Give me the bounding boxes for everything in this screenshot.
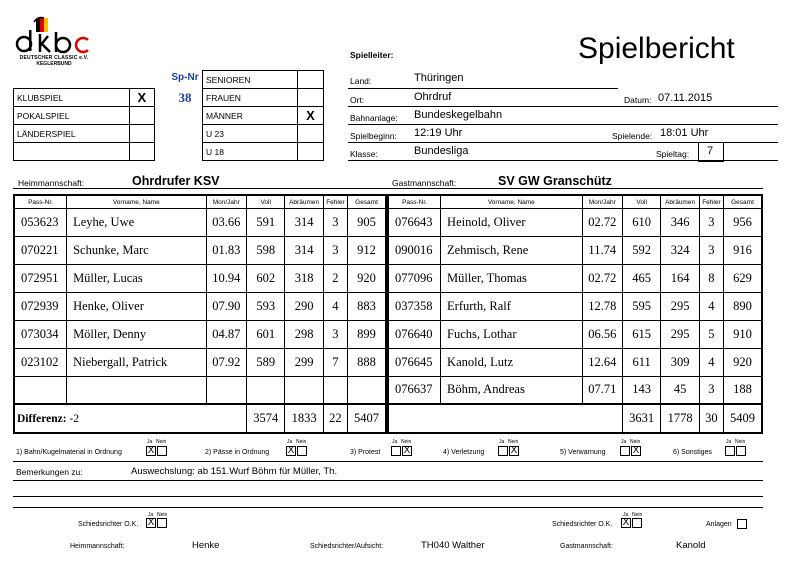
player-name: Möller, Denny	[67, 320, 207, 348]
player-abraeumen: 309	[661, 348, 699, 376]
player-gesamt: 956	[724, 209, 762, 237]
player-pass: 070221	[14, 237, 67, 265]
class-label: MÄNNER	[203, 107, 298, 125]
player-voll: 595	[622, 293, 660, 321]
check-ja-label: Ja	[392, 439, 398, 445]
class-label: FRAUEN	[203, 89, 298, 107]
bemerkungen-text: Auswechslung: ab 151.Wurf Böhm für Müller, Th.	[131, 466, 338, 477]
player-row	[388, 293, 762, 321]
land-label: Land:	[350, 76, 372, 86]
check-nein-box[interactable]	[297, 446, 307, 456]
player-name: Schunke, Marc	[67, 237, 207, 265]
player-pass: 076645	[388, 348, 441, 376]
spnr-value: 38	[178, 90, 192, 105]
player-voll: 593	[246, 293, 284, 321]
player-voll: 589	[246, 348, 284, 376]
sr-left-nein: Nein	[157, 512, 168, 518]
player-monjahr: 11.74	[582, 237, 622, 265]
logo-line2: KEGLERBUND	[36, 61, 72, 67]
player-pass: 076640	[388, 320, 441, 348]
player-row	[14, 376, 386, 404]
player-abraeumen: 298	[285, 320, 323, 348]
player-pass: 023102	[14, 348, 67, 376]
player-voll: 465	[622, 265, 660, 293]
col-name: Vorname, Name	[67, 195, 207, 209]
check-ja-box[interactable]	[286, 446, 296, 456]
logo-graphic	[14, 16, 94, 56]
col-pass: Pass-Nr.	[388, 195, 441, 209]
type-mark[interactable]	[129, 107, 154, 125]
player-abraeumen: 318	[285, 265, 323, 293]
home-total-voll: 3574	[246, 404, 284, 433]
guest-players-table	[387, 194, 763, 434]
col-voll: Voll	[622, 195, 660, 209]
player-monjahr	[206, 376, 246, 404]
check-mark: X	[510, 445, 518, 456]
beginn-label: Spielbeginn:	[350, 131, 397, 141]
check-ja-label: Ja	[287, 439, 293, 445]
logo-line1: DEUTSCHER CLASSIC e.V.	[19, 55, 89, 61]
player-fehler: 3	[699, 209, 723, 237]
sig-sr-value: TH040 Walther	[421, 540, 485, 551]
player-voll: 591	[246, 209, 284, 237]
guest-total-abr: 1778	[661, 404, 699, 433]
class-label: U 18	[203, 143, 298, 161]
player-name	[67, 376, 207, 404]
check-nein-label: Nein	[401, 439, 412, 445]
type-label: LÄNDERSPIEL	[14, 125, 130, 143]
match-type-table	[13, 88, 155, 161]
col-pass: Pass-Nr.	[14, 195, 67, 209]
col-name: Vorname, Name	[441, 195, 583, 209]
player-row	[388, 376, 762, 404]
check-nein-box[interactable]	[631, 446, 641, 456]
ort-label: Ort:	[350, 95, 365, 105]
player-row	[388, 237, 762, 265]
datum-label: Datum:	[624, 95, 652, 105]
player-fehler: 3	[699, 376, 723, 404]
spielleiter-label: Spielleiter:	[350, 50, 394, 60]
land-value: Thüringen	[414, 72, 464, 84]
class-table	[202, 70, 324, 161]
spnr-label: Sp-Nr	[171, 72, 199, 83]
player-row	[14, 320, 386, 348]
player-abraeumen: 45	[661, 376, 699, 404]
player-fehler: 3	[323, 237, 347, 265]
player-pass: 073034	[14, 320, 67, 348]
player-gesamt: 883	[348, 293, 386, 321]
beginn-value: 12:19 Uhr	[414, 127, 463, 139]
check-ja-label: Ja	[726, 439, 732, 445]
player-fehler: 4	[699, 348, 723, 376]
player-row	[14, 265, 386, 293]
check-ja-label: Ja	[621, 439, 627, 445]
sig-gast-value: Kanold	[676, 540, 706, 551]
class-mark[interactable]	[297, 89, 323, 107]
spieltag-value: 7	[707, 145, 714, 157]
player-abraeumen: 295	[661, 293, 699, 321]
col-gesamt: Gesamt	[724, 195, 762, 209]
player-monjahr: 04.87	[206, 320, 246, 348]
player-gesamt: 890	[724, 293, 762, 321]
col-fehler: Fehler	[323, 195, 347, 209]
player-pass: 072951	[14, 265, 67, 293]
diff-value: -2	[69, 412, 80, 425]
player-row	[388, 265, 762, 293]
type-mark[interactable]	[129, 143, 154, 161]
player-monjahr: 07.92	[206, 348, 246, 376]
player-abraeumen: 290	[285, 293, 323, 321]
sr-right-nein-box[interactable]	[632, 518, 642, 528]
player-abraeumen: 295	[661, 320, 699, 348]
check-ja-box[interactable]	[146, 446, 156, 456]
col-abr: Abräumen	[661, 195, 699, 209]
col-mj: Mon/Jahr	[206, 195, 246, 209]
player-row	[388, 348, 762, 376]
player-fehler: 7	[323, 348, 347, 376]
player-pass	[14, 376, 67, 404]
sr-right-ja-box[interactable]: X	[622, 517, 630, 528]
guest-total-gesamt: 5409	[724, 404, 762, 433]
player-row	[388, 320, 762, 348]
player-gesamt	[348, 376, 386, 404]
dkbc-logo	[14, 16, 94, 68]
player-abraeumen: 164	[661, 265, 699, 293]
player-gesamt: 888	[348, 348, 386, 376]
player-gesamt: 916	[724, 237, 762, 265]
check-nein-label: Nein	[508, 439, 519, 445]
player-voll	[246, 376, 284, 404]
player-name: Heinold, Oliver	[441, 209, 583, 237]
guest-total-voll: 3631	[622, 404, 660, 433]
check-nein-label: Nein	[296, 439, 307, 445]
check-ja-box[interactable]	[498, 446, 508, 456]
sr-left-label: Schiedsrichter O.K.	[78, 521, 139, 528]
player-row	[14, 209, 386, 237]
player-gesamt: 912	[348, 237, 386, 265]
sig-heim-value: Henke	[192, 540, 220, 551]
player-voll: 610	[622, 209, 660, 237]
player-name: Henke, Oliver	[67, 293, 207, 321]
player-name: Zehmisch, Rene	[441, 237, 583, 265]
guest-total-fehler: 30	[699, 404, 723, 433]
ort-value: Ohrdruf	[414, 91, 452, 103]
check-label: 6) Sonstiges	[673, 449, 712, 456]
player-pass: 090016	[388, 237, 441, 265]
player-abraeumen: 299	[285, 348, 323, 376]
player-voll: 592	[622, 237, 660, 265]
ende-label: Spielende:	[612, 131, 653, 141]
check-nein-label: Nein	[156, 439, 167, 445]
guest-label: Gastmannschaft:	[392, 178, 457, 188]
class-mark[interactable]	[297, 71, 323, 89]
player-fehler: 4	[699, 293, 723, 321]
player-fehler: 5	[699, 320, 723, 348]
player-fehler: 4	[323, 293, 347, 321]
check-label: 2) Pässe in Ordnung	[205, 449, 270, 456]
player-abraeumen: 346	[661, 209, 699, 237]
player-fehler	[323, 376, 347, 404]
home-total-abr: 1833	[285, 404, 323, 433]
player-voll: 598	[246, 237, 284, 265]
player-name: Kanold, Lutz	[441, 348, 583, 376]
player-monjahr: 02.72	[582, 265, 622, 293]
player-abraeumen	[285, 376, 323, 404]
class-mark[interactable]: X	[297, 107, 323, 125]
check-ja-box[interactable]	[725, 446, 735, 456]
type-label	[14, 143, 130, 161]
bahn-value: Bundeskegelbahn	[414, 109, 503, 121]
player-row	[14, 293, 386, 321]
player-monjahr: 01.83	[206, 237, 246, 265]
player-pass: 072939	[14, 293, 67, 321]
player-monjahr: 07.90	[206, 293, 246, 321]
check-label: 3) Protest	[350, 449, 381, 456]
check-label: 1) Bahn/Kugelmaterial in Ordnung	[16, 449, 122, 456]
sr-right-label: Schiedsrichter O.K.	[552, 521, 613, 528]
col-fehler: Fehler	[699, 195, 723, 209]
player-monjahr: 07.71	[582, 376, 622, 404]
player-monjahr: 10.94	[206, 265, 246, 293]
diff-label: Differenz:	[17, 412, 67, 425]
spieltag-label: Spieltag:	[656, 149, 690, 159]
player-gesamt: 899	[348, 320, 386, 348]
col-gesamt: Gesamt	[348, 195, 386, 209]
player-name: Böhm, Andreas	[441, 376, 583, 404]
check-nein-box[interactable]	[157, 446, 167, 456]
check-mark: X	[632, 445, 640, 456]
home-total-fehler: 22	[323, 404, 347, 433]
sig-sr-label: Schiedsrichter/Aufsicht:	[310, 543, 384, 550]
check-ja-label: Ja	[499, 439, 505, 445]
anlagen-box[interactable]	[737, 519, 747, 529]
player-pass: 076643	[388, 209, 441, 237]
sr-left-nein-box[interactable]	[157, 518, 167, 528]
class-label: U 23	[203, 125, 298, 143]
col-voll: Voll	[246, 195, 284, 209]
page-title: Spielbericht	[578, 32, 735, 65]
player-gesamt: 920	[348, 265, 386, 293]
guest-totals-row	[388, 404, 762, 433]
sr-right-nein: Nein	[632, 512, 643, 518]
col-abr: Abräumen	[285, 195, 323, 209]
player-fehler: 2	[323, 265, 347, 293]
guest-team: SV GW Granschütz	[498, 174, 612, 188]
player-voll: 602	[246, 265, 284, 293]
player-name: Erfurth, Ralf	[441, 293, 583, 321]
player-gesamt: 629	[724, 265, 762, 293]
bemerkungen-label: Bemerkungen zu:	[16, 467, 83, 477]
check-label: 4) Verletzung	[443, 449, 485, 456]
check-nein-label: Nein	[735, 439, 746, 445]
player-abraeumen: 314	[285, 209, 323, 237]
type-label: POKALSPIEL	[14, 107, 130, 125]
player-gesamt: 910	[724, 320, 762, 348]
sig-heim-label: Heimmannschaft:	[70, 543, 125, 550]
check-nein-label: Nein	[630, 439, 641, 445]
ende-value: 18:01 Uhr	[660, 127, 709, 139]
player-fehler: 8	[699, 265, 723, 293]
sr-left-ja: Ja	[148, 512, 154, 518]
home-team: Ohrdrufer KSV	[132, 174, 220, 188]
type-label: KLUBSPIEL	[14, 89, 130, 107]
player-voll: 143	[622, 376, 660, 404]
player-gesamt: 905	[348, 209, 386, 237]
player-monjahr: 12.64	[582, 348, 622, 376]
sr-left-ja-box[interactable]: X	[147, 517, 155, 528]
player-fehler: 3	[699, 237, 723, 265]
player-abraeumen: 314	[285, 237, 323, 265]
check-nein-box[interactable]	[509, 446, 519, 456]
player-pass: 037358	[388, 293, 441, 321]
player-pass: 076637	[388, 376, 441, 404]
player-monjahr: 06.56	[582, 320, 622, 348]
check-mark: X	[147, 445, 155, 456]
check-mark: X	[403, 445, 411, 456]
player-voll: 601	[246, 320, 284, 348]
type-mark[interactable]	[129, 125, 154, 143]
player-row	[388, 209, 762, 237]
datum-value: 07.11.2015	[658, 92, 713, 104]
class-mark[interactable]	[297, 125, 323, 143]
player-name: Fuchs, Lothar	[441, 320, 583, 348]
anlagen-label: Anlagen	[706, 521, 732, 528]
player-pass: 053623	[14, 209, 67, 237]
class-mark[interactable]	[297, 143, 323, 161]
player-gesamt: 920	[724, 348, 762, 376]
player-gesamt: 188	[724, 376, 762, 404]
player-fehler: 3	[323, 209, 347, 237]
player-row	[14, 348, 386, 376]
player-voll: 615	[622, 320, 660, 348]
spieltag-box	[698, 142, 724, 162]
player-name: Müller, Thomas	[441, 265, 583, 293]
check-nein-box[interactable]	[402, 446, 412, 456]
check-ja-label: Ja	[147, 439, 153, 445]
player-voll: 611	[622, 348, 660, 376]
check-ja-box[interactable]	[391, 446, 401, 456]
klasse-label: Klasse:	[350, 149, 378, 159]
bahn-label: Bahnanlage:	[350, 113, 398, 123]
check-mark: X	[287, 445, 295, 456]
player-monjahr: 03.66	[206, 209, 246, 237]
player-abraeumen: 324	[661, 237, 699, 265]
player-name: Niebergall, Patrick	[67, 348, 207, 376]
check-ja-box[interactable]	[620, 446, 630, 456]
sig-gast-label: Gastmannschaft:	[560, 543, 613, 550]
player-row	[14, 237, 386, 265]
home-totals-row	[14, 404, 386, 433]
check-label: 5) Verwarnung	[560, 449, 606, 456]
player-monjahr: 12.78	[582, 293, 622, 321]
home-label: Heimmannschaft:	[18, 178, 85, 188]
home-total-gesamt: 5407	[348, 404, 386, 433]
player-fehler: 3	[323, 320, 347, 348]
sr-right-ja: Ja	[623, 512, 629, 518]
player-pass: 077096	[388, 265, 441, 293]
player-name: Müller, Lucas	[67, 265, 207, 293]
player-monjahr: 02.72	[582, 209, 622, 237]
player-name: Leyhe, Uwe	[67, 209, 207, 237]
col-mj: Mon/Jahr	[582, 195, 622, 209]
home-players-table	[13, 194, 387, 434]
type-mark[interactable]: X	[129, 89, 154, 107]
check-nein-box[interactable]	[736, 446, 746, 456]
klasse-value: Bundesliga	[414, 145, 469, 157]
class-label: SENIOREN	[203, 71, 298, 89]
